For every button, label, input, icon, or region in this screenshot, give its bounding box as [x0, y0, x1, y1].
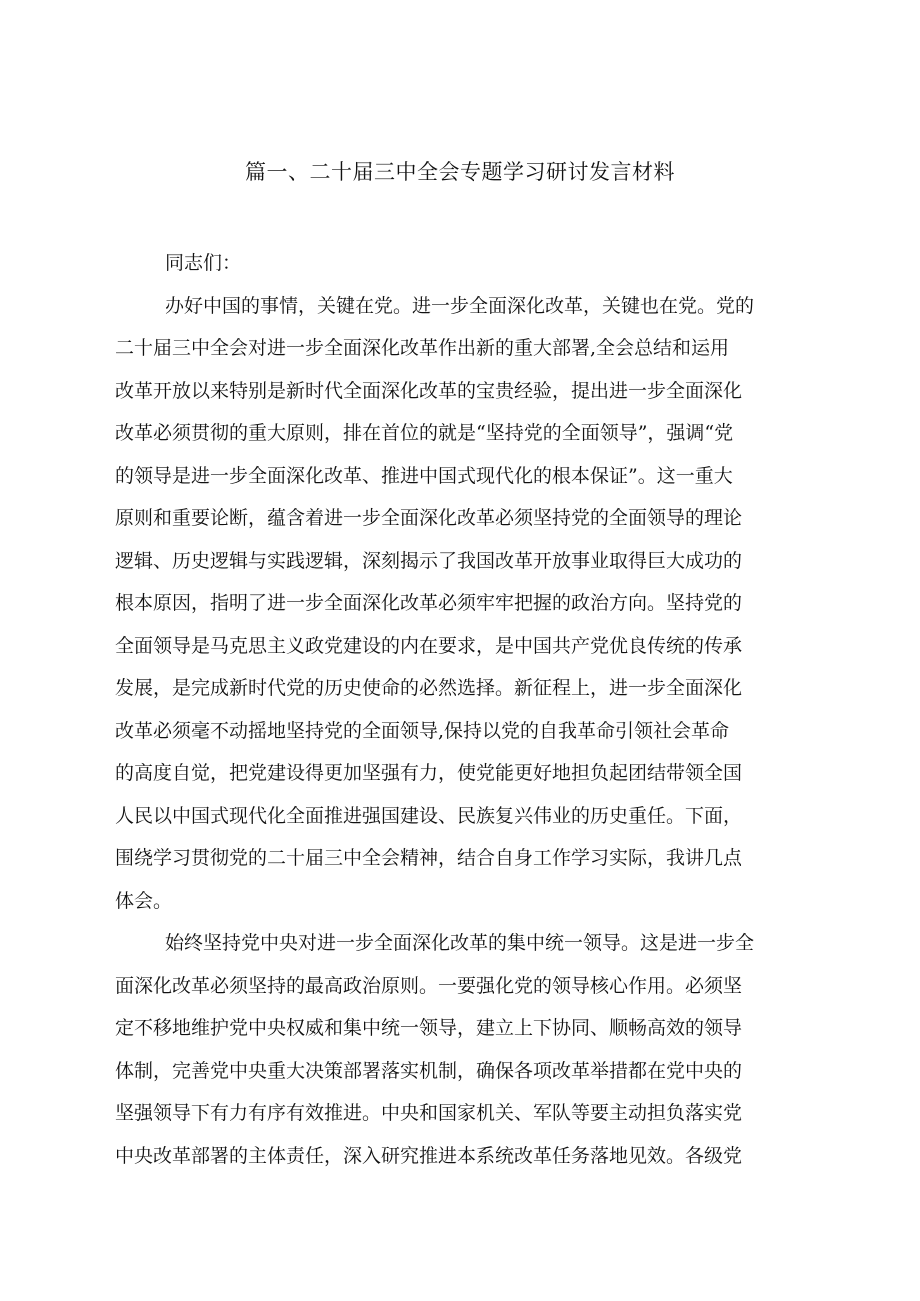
- document-title: 篇一、二十届三中全会专题学习研讨发言材料: [245, 160, 675, 184]
- paragraph-line: 中央改革部署的主体责任，深入研究推进本系统改革任务落地见效。各级党: [115, 1144, 743, 1167]
- paragraph-line: 的高度自觉，把党建设得更加坚强有力，使党能更好地担负起团结带领全国: [115, 762, 743, 784]
- paragraph-line: 的领导是进一步全面深化改革、推进中国式现代化的根本保证”。这一重大: [115, 464, 733, 487]
- paragraph-line: 坚强领导下有力有序有效推进。中央和国家机关、军队等要主动担负落实党: [115, 1102, 743, 1124]
- paragraph-line: 逻辑、历史逻辑与实践逻辑，深刻揭示了我国改革开放事业取得巨大成功的: [115, 549, 743, 572]
- paragraph-line: 人民以中国式现代化全面推进强国建设、民族复兴伟业的历史重任。下面，: [115, 804, 743, 827]
- paragraph-line: 发展，是完成新时代党的历史使命的必然选择。新征程上，进一步全面深化: [115, 677, 743, 699]
- paragraph-line: 体制，完善党中央重大决策部署落实机制，确保各项改革举措都在党中央的: [115, 1059, 743, 1082]
- paragraph-line: 改革必须毫不动摇地坚持党的全面领导,保持以党的自我革命引领社会革命: [115, 719, 730, 742]
- paragraph-line: 全面领导是马克思主义政党建设的内在要求，是中国共产党优良传统的传承: [115, 634, 743, 657]
- document-body: [115, 242, 835, 1177]
- paragraph-line: 定不移地维护党中央权威和集中统一领导，建立上下协同、顺畅高效的领导: [115, 1017, 743, 1039]
- paragraph-line: 根本原因，指明了进一步全面深化改革必须牢牢把握的政治方向。坚持党的: [115, 592, 743, 614]
- paragraph-line: 办好中国的事情，关键在党。进一步全面深化改革，关键也在党。党的: [165, 294, 755, 317]
- paragraph-line: 体会。: [115, 889, 173, 912]
- paragraph-line: 原则和重要论断，蕴含着进一步全面深化改革必须坚持党的全面领导的理论: [115, 507, 743, 529]
- paragraph-2: [115, 922, 835, 1177]
- salutation: 同志们：: [165, 252, 242, 274]
- paragraph-line: 二十届三中全会对进一步全面深化改革作出新的重大部署,全会总结和运用: [115, 337, 730, 359]
- paragraph-line: 改革开放以来特别是新时代全面深化改革的宝贵经验，提出进一步全面深化: [115, 379, 743, 402]
- paragraph-line: 始终坚持党中央对进一步全面深化改革的集中统一领导。这是进一步全: [165, 932, 755, 954]
- paragraph-line: 改革必须贯彻的重大原则，排在首位的就是“坚持党的全面领导”，强调“党: [115, 422, 734, 444]
- paragraph-1: [115, 285, 835, 923]
- paragraph-line: 面深化改革必须坚持的最高政治原则。一要强化党的领导核心作用。必须坚: [115, 974, 743, 997]
- paragraph-line: 围绕学习贯彻党的二十届三中全会精神，结合自身工作学习实际，我讲几点: [115, 847, 743, 869]
